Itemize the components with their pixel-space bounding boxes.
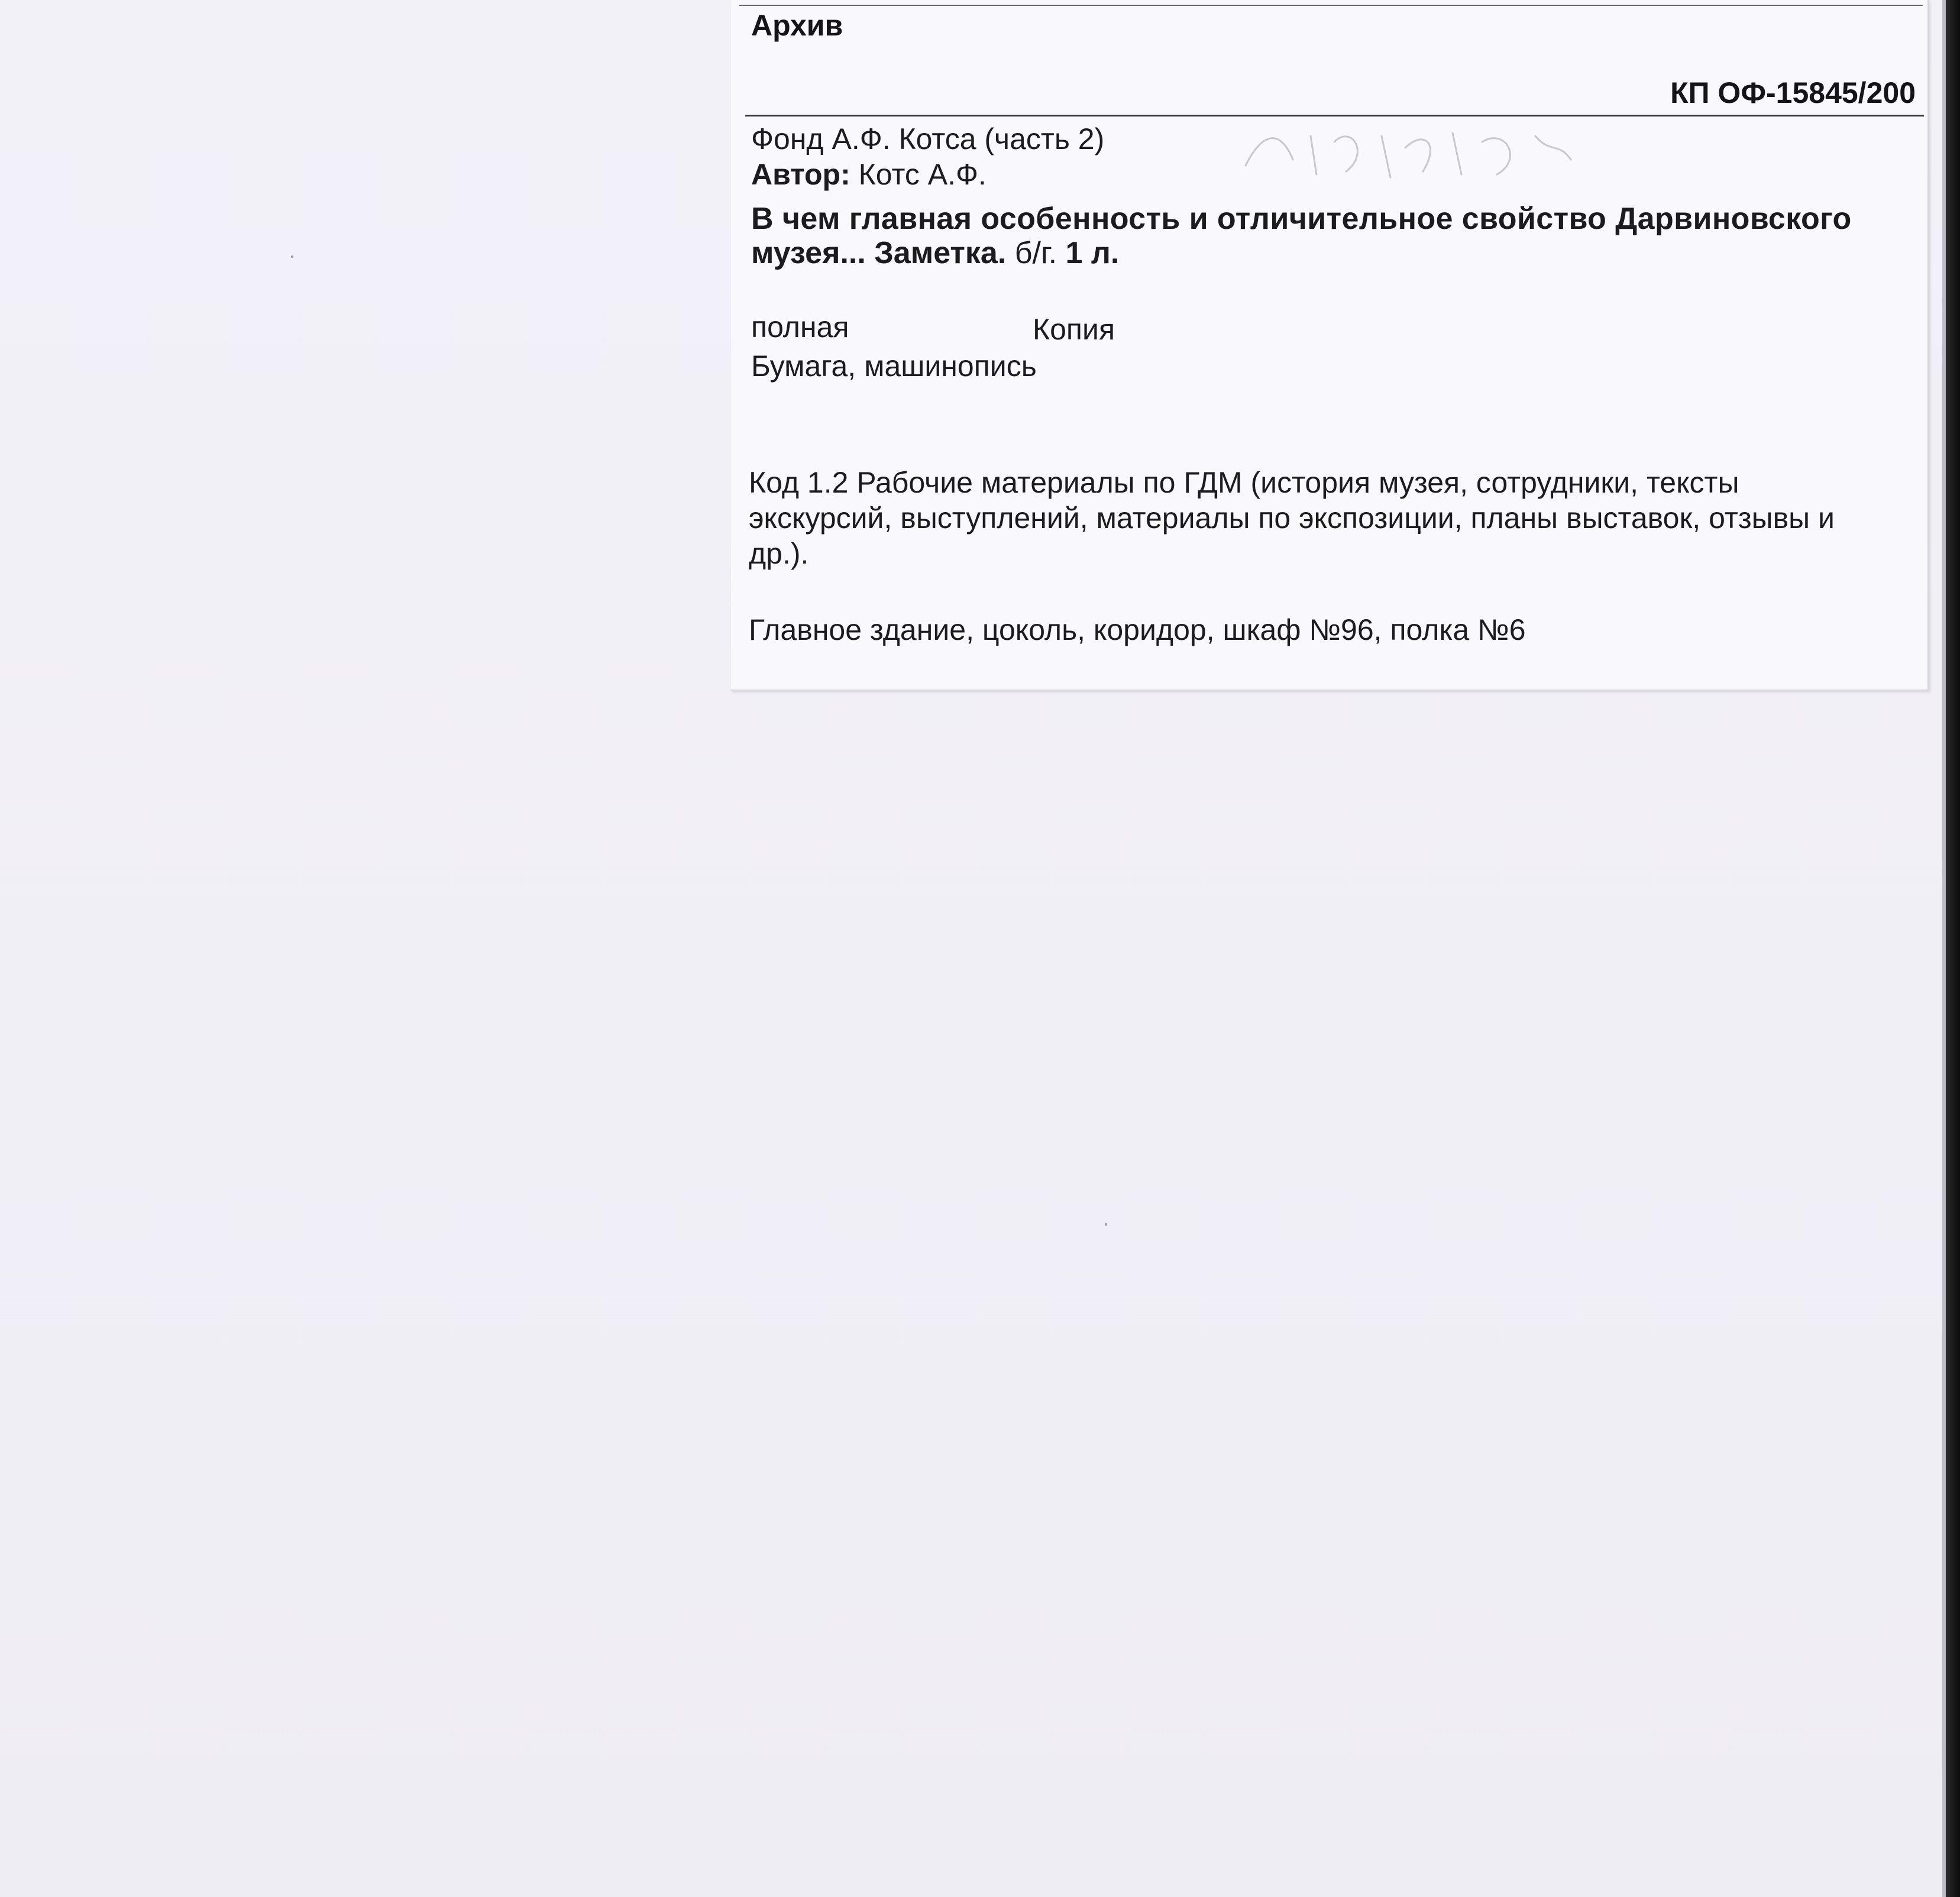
classification-code: Код 1.2 Рабочие материалы по ГДМ (история музея, сотрудники, тексты экскурсий, выступлений, материалы по экспозиции, планы выставок, отзывы и др.). <box>749 466 1835 570</box>
dust-speck <box>291 255 293 258</box>
completeness-value: полная <box>751 310 849 344</box>
document-title-bold: музея... Заметка. <box>751 236 1007 270</box>
archive-label-card <box>731 0 1929 691</box>
document-date: б/г. <box>1014 236 1057 270</box>
header-divider <box>745 115 1924 116</box>
document-sheet-count: 1 л. <box>1065 236 1120 270</box>
storage-location: Главное здание, цоколь, коридор, шкаф №96, полка №6 <box>749 613 1526 646</box>
pencil-inventory-mark <box>1228 118 1583 189</box>
scanner-edge <box>1946 0 1960 1897</box>
material-value: Бумага, машинопись <box>751 349 1037 383</box>
copy-type-value: Копия <box>1033 313 1115 346</box>
document-title-line-2 <box>751 238 1119 268</box>
archive-heading: Архив <box>751 9 843 42</box>
document-title-line-1: В чем главная особенность и отличительное свойство Дарвиновского <box>751 202 1852 236</box>
fund-name: Фонд А.Ф. Котса (часть 2) <box>751 122 1105 156</box>
dust-speck <box>1105 1223 1107 1226</box>
author-name: Котс А.Ф. <box>858 158 987 191</box>
inventory-number: КП ОФ-15845/200 <box>1670 76 1916 109</box>
author-line <box>751 160 987 189</box>
card-top-border <box>739 5 1923 6</box>
author-label: Автор: <box>751 158 850 191</box>
